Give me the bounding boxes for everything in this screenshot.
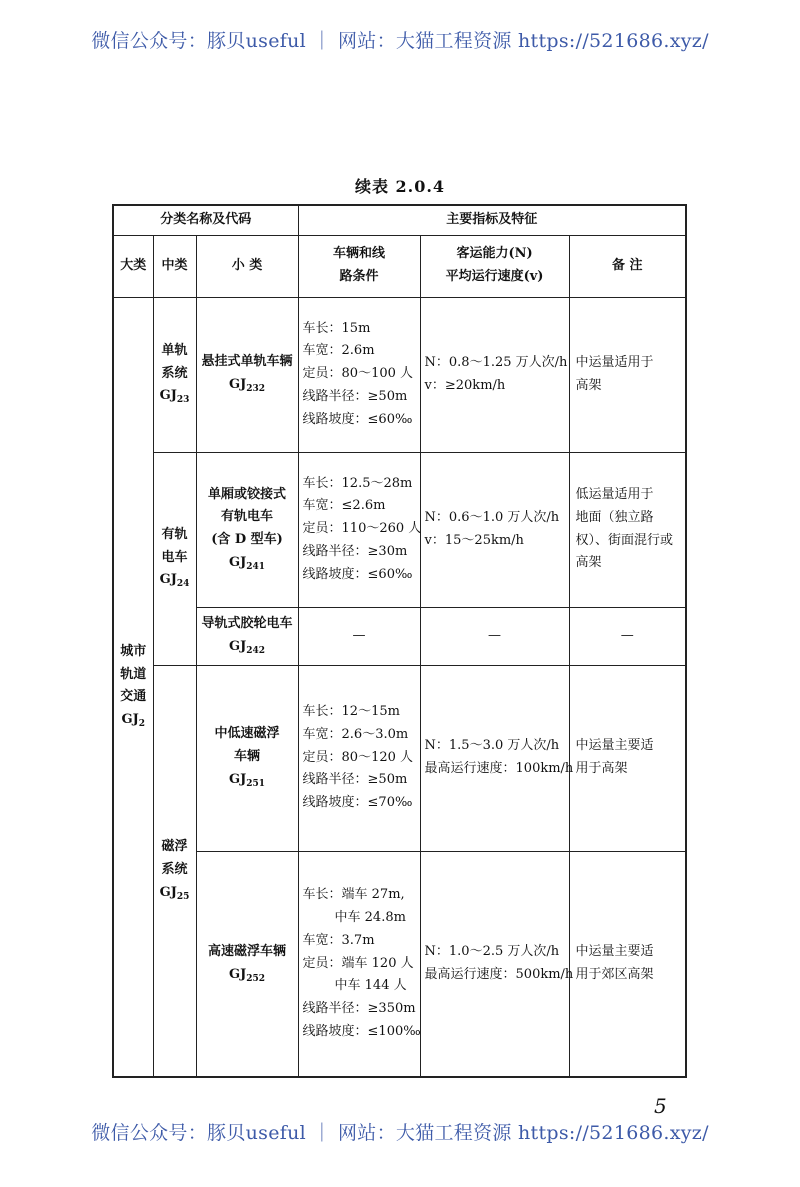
middle-code — [154, 882, 196, 906]
vehicle-line: 中车 24.8m — [334, 910, 406, 926]
code-sub: 242 — [246, 645, 266, 656]
minor-name-line: 单厢或铰接式 — [208, 486, 287, 502]
notes-line: 权）、街面混行或 — [575, 532, 674, 548]
notes-cell — [569, 851, 686, 1077]
vehicle-cell-dash: — — [298, 607, 420, 665]
minor-name-line: 中低速磁浮 — [214, 726, 280, 742]
minor-name-line: 导轨式胶轮电车 — [201, 615, 293, 631]
header-vehicle — [298, 235, 420, 297]
minor-name-line: 悬挂式单轨车辆 — [201, 354, 293, 370]
watermark-bottom: 微信公众号：豚贝useful ｜ 网站：大猫工程资源 https://521686.xyz/ — [91, 1122, 709, 1144]
header-capacity-line1: 客运能力(N) — [456, 246, 533, 262]
capacity-cell — [420, 851, 574, 1077]
capacity-line: N：1.5～3.0 万人次/h — [424, 738, 560, 754]
major-name-line: 轨道 — [120, 666, 147, 682]
middle-code — [154, 569, 196, 593]
notes-line: 地面（独立路 — [575, 509, 654, 525]
code-base: GJ — [228, 377, 247, 392]
capacity-line: 最高运行速度：100km/h — [424, 761, 574, 776]
code-sub: 252 — [246, 973, 266, 984]
vehicle-line: 车宽：≤2.6m — [302, 498, 386, 514]
vehicle-line: 线路半径：≥50m — [302, 388, 408, 404]
vehicle-line: 线路半径：≥50m — [302, 772, 408, 788]
vehicle-line: 车长：12～15m — [302, 704, 400, 720]
vehicle-line: 定员：80～120 人 — [302, 749, 414, 765]
major-category-cell — [113, 297, 153, 1077]
header-notes: 备 注 — [569, 235, 686, 297]
page-number: 5 — [654, 1094, 667, 1118]
header-minor: 小 类 — [196, 235, 298, 297]
capacity-cell-dash: — — [420, 607, 569, 665]
middle-code — [154, 385, 196, 409]
notes-line: 用于郊区高架 — [575, 967, 654, 982]
header-vehicle-line1: 车辆和线 — [333, 246, 386, 262]
vehicle-line: 车长：端车 27m, — [302, 887, 405, 903]
major-name-line: 城市 — [120, 643, 147, 659]
header-middle: 中类 — [153, 235, 196, 297]
code-base: GJ — [159, 572, 177, 588]
vehicle-line: 车宽：3.7m — [302, 932, 375, 948]
vehicle-cell — [298, 665, 420, 851]
code-base: GJ — [159, 388, 177, 404]
notes-line: 高架 — [575, 555, 602, 571]
middle-category-cell — [153, 452, 196, 665]
minor-name-line: (含 D 型车) — [211, 532, 283, 547]
major-name-line: 交通 — [120, 689, 147, 705]
vehicle-cell — [298, 452, 420, 607]
middle-category-cell — [153, 297, 196, 452]
capacity-line: N：0.6～1.0 万人次/h — [424, 509, 560, 525]
vehicle-line: 线路坡度：≤70‰ — [302, 795, 413, 811]
table-row — [113, 851, 686, 1077]
vehicle-line: 定员：80～100 人 — [302, 366, 414, 382]
vehicle-line: 线路坡度：≤100‰ — [302, 1023, 421, 1039]
minor-name-line: 高速磁浮车辆 — [208, 943, 287, 959]
minor-category-cell — [196, 452, 298, 607]
minor-category-cell — [196, 297, 298, 452]
minor-code — [197, 769, 298, 793]
code-base: GJ — [159, 884, 177, 900]
table-row — [113, 297, 686, 452]
vehicle-line: 线路半径：≥350m — [302, 1001, 416, 1017]
vehicle-line: 车宽：2.6～3.0m — [302, 726, 409, 742]
code-sub: 24 — [176, 579, 190, 590]
table-row — [113, 607, 686, 665]
capacity-line: v：≥20km/h — [424, 377, 506, 393]
vehicle-line: 线路坡度：≤60‰ — [302, 566, 413, 582]
capacity-line: v：15～25km/h — [424, 532, 524, 548]
middle-name-line: 电车 — [161, 549, 188, 565]
middle-name-line: 有轨 — [161, 526, 188, 542]
minor-code — [197, 552, 298, 576]
capacity-line: N：1.0～2.5 万人次/h — [424, 944, 560, 960]
code-base: GJ — [228, 966, 247, 982]
vehicle-line: 中车 144 人 — [334, 978, 407, 994]
table-row — [113, 452, 686, 607]
major-code — [114, 709, 153, 733]
middle-name-line: 磁浮 — [161, 839, 188, 855]
code-sub: 251 — [246, 778, 266, 789]
notes-line: 用于高架 — [575, 761, 628, 776]
watermark-top: 微信公众号：豚贝useful ｜ 网站：大猫工程资源 https://521686.xyz/ — [91, 30, 709, 52]
notes-line: 中运量主要适 — [575, 944, 654, 960]
minor-name-line: 车辆 — [234, 749, 261, 765]
header-vehicle-line2: 路条件 — [339, 269, 379, 284]
header-row-columns — [113, 235, 686, 297]
minor-name-line: 有轨电车 — [221, 509, 274, 525]
vehicle-line: 车长：12.5～28m — [302, 475, 413, 491]
minor-category-cell — [196, 665, 298, 851]
header-capacity — [420, 235, 569, 297]
capacity-cell — [420, 297, 569, 452]
minor-code — [197, 964, 298, 988]
capacity-cell — [420, 665, 574, 851]
minor-code — [197, 374, 298, 398]
notes-line: 低运量适用于 — [575, 487, 654, 502]
spec-table — [112, 204, 687, 1078]
minor-category-cell — [196, 607, 298, 665]
minor-code — [197, 636, 298, 660]
notes-cell — [569, 452, 686, 607]
vehicle-line: 定员：端车 120 人 — [302, 955, 414, 971]
notes-line: 高架 — [575, 377, 602, 393]
table-row — [113, 665, 686, 851]
header-capacity-line2: 平均运行速度(v) — [445, 269, 544, 284]
notes-cell-dash: — — [569, 607, 686, 665]
capacity-cell — [420, 452, 569, 607]
vehicle-cell — [298, 851, 420, 1077]
header-major: 大类 — [113, 235, 153, 297]
code-sub: 25 — [176, 891, 190, 902]
vehicle-line: 线路半径：≥30m — [302, 543, 408, 559]
notes-line: 中运量适用于 — [575, 354, 654, 370]
code-base: GJ — [228, 554, 247, 570]
notes-line: 中运量主要适 — [575, 738, 654, 754]
vehicle-line: 线路坡度：≤60‰ — [302, 411, 413, 427]
header-indicators: 主要指标及特征 — [298, 205, 686, 235]
vehicle-line: 定员：110～260 人 — [302, 521, 422, 537]
table-title: 续表 2.0.4 — [354, 177, 446, 196]
header-classification: 分类名称及代码 — [113, 205, 298, 235]
middle-category-cell — [153, 665, 196, 1077]
header-row-groups — [113, 205, 686, 235]
middle-name-line: 系统 — [161, 365, 188, 381]
vehicle-cell — [298, 297, 420, 452]
vehicle-line: 车宽：2.6m — [302, 343, 375, 359]
code-sub: 2 — [138, 719, 146, 729]
minor-category-cell — [196, 851, 298, 1077]
vehicle-line: 车长：15m — [302, 320, 371, 336]
middle-name-line: 系统 — [161, 862, 188, 878]
code-base: GJ — [121, 712, 139, 727]
code-sub: 232 — [246, 384, 266, 394]
code-sub: 23 — [176, 395, 190, 406]
code-base: GJ — [228, 771, 247, 787]
code-base: GJ — [228, 638, 247, 654]
code-sub: 241 — [246, 561, 266, 572]
middle-name-line: 单轨 — [161, 342, 188, 358]
notes-cell — [569, 665, 686, 851]
capacity-line: 最高运行速度：500km/h — [424, 967, 574, 982]
capacity-line: N：0.8～1.25 万人次/h — [424, 354, 568, 370]
notes-cell — [569, 297, 686, 452]
